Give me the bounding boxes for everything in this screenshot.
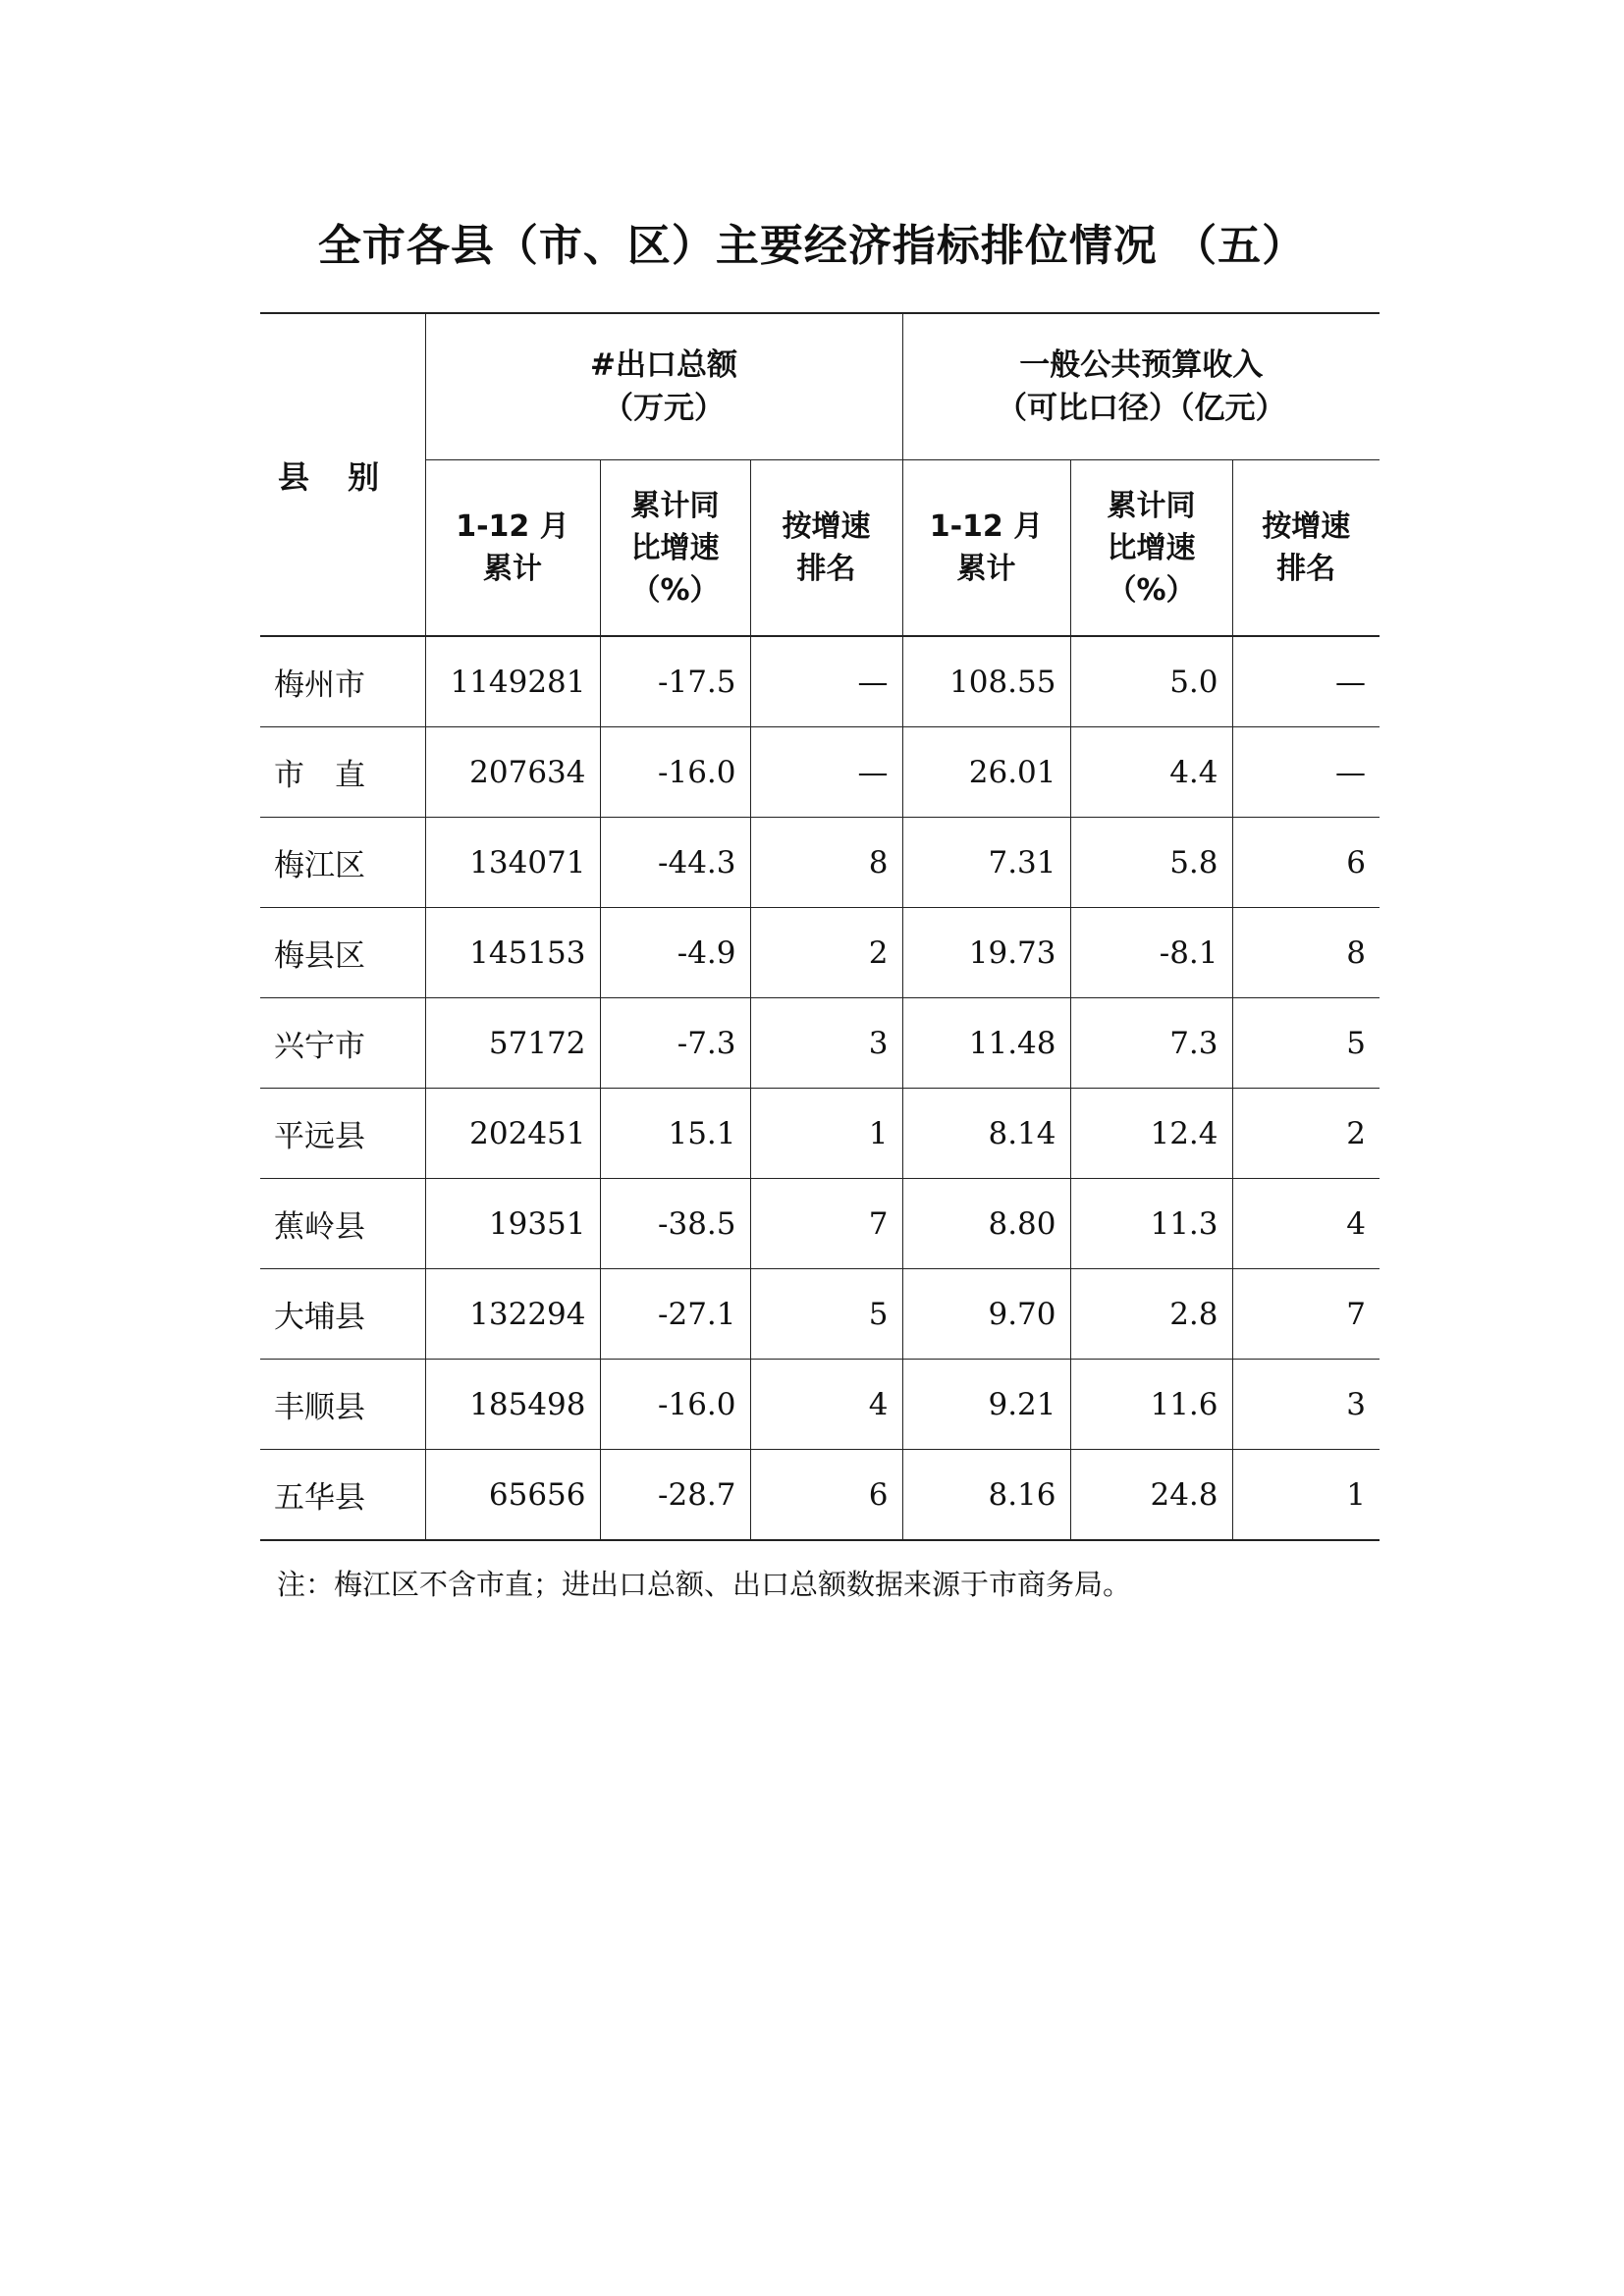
export-cumulative-cell: 57172 [425, 998, 600, 1089]
revenue-growth-cell: 24.8 [1070, 1450, 1232, 1541]
revenue-growth-cell: 5.8 [1070, 818, 1232, 908]
revenue-growth-cell: 11.3 [1070, 1179, 1232, 1269]
revenue-growth-cell: 4.4 [1070, 727, 1232, 818]
county-header: 县 别 [260, 313, 425, 636]
county-name-cell: 梅江区 [260, 818, 425, 908]
export-growth-cell: -38.5 [600, 1179, 750, 1269]
table-row [260, 998, 1380, 1089]
revenue-cumulative-cell: 108.55 [902, 636, 1070, 727]
export-cumulative-cell: 145153 [425, 908, 600, 998]
revenue-cumulative-cell: 7.31 [902, 818, 1070, 908]
revenue-cumulative-cell: 9.70 [902, 1269, 1070, 1360]
export-rank-cell: 7 [750, 1179, 902, 1269]
revenue-rank-cell: 8 [1232, 908, 1380, 998]
table-row [260, 636, 1380, 727]
export-rank-cell: 8 [750, 818, 902, 908]
revenue-growth-cell: 7.3 [1070, 998, 1232, 1089]
revenue-rank-cell: 1 [1232, 1450, 1380, 1541]
export-rank-cell: 3 [750, 998, 902, 1089]
table-row [260, 1179, 1380, 1269]
revenue-rank-cell: 4 [1232, 1179, 1380, 1269]
revenue-cumulative-cell: 9.21 [902, 1360, 1070, 1450]
table-row [260, 908, 1380, 998]
revenue-rank-cell: 2 [1232, 1089, 1380, 1179]
table-row [260, 1360, 1380, 1450]
revenue-growth-cell: 11.6 [1070, 1360, 1232, 1450]
export-rank-cell: 6 [750, 1450, 902, 1541]
export-growth-cell: -27.1 [600, 1269, 750, 1360]
county-name-cell: 梅州市 [260, 636, 425, 727]
county-name-cell: 平远县 [260, 1089, 425, 1179]
indicator-table [260, 312, 1380, 1541]
export-rank-cell: 5 [750, 1269, 902, 1360]
table-row [260, 1269, 1380, 1360]
export-rank-cell: 4 [750, 1360, 902, 1450]
revenue-rank-header: 按增速 排名 [1232, 460, 1380, 637]
footnote: 注：梅江区不含市直；进出口总额、出口总额数据来源于市商务局。 [277, 1568, 1132, 1601]
revenue-rank-cell: 7 [1232, 1269, 1380, 1360]
export-rank-cell: 1 [750, 1089, 902, 1179]
table-row [260, 727, 1380, 818]
export-growth-cell: 15.1 [600, 1089, 750, 1179]
export-growth-header: 累计同 比增速 （%） [600, 460, 750, 637]
revenue-growth-header: 累计同 比增速 （%） [1070, 460, 1232, 637]
export-cumulative-cell: 1149281 [425, 636, 600, 727]
table-row [260, 1450, 1380, 1541]
sub-header-row [260, 460, 1380, 637]
export-rank-cell: — [750, 636, 902, 727]
table-row [260, 818, 1380, 908]
export-cumulative-cell: 132294 [425, 1269, 600, 1360]
county-name-cell: 市 直 [260, 727, 425, 818]
revenue-cumulative-cell: 8.14 [902, 1089, 1070, 1179]
export-rank-header: 按增速 排名 [750, 460, 902, 637]
revenue-rank-cell: 6 [1232, 818, 1380, 908]
revenue-rank-cell: — [1232, 636, 1380, 727]
export-growth-cell: -44.3 [600, 818, 750, 908]
export-growth-cell: -16.0 [600, 727, 750, 818]
export-cumulative-cell: 65656 [425, 1450, 600, 1541]
county-name-cell: 兴宁市 [260, 998, 425, 1089]
export-growth-cell: -4.9 [600, 908, 750, 998]
export-group-header: #出口总额 （万元） [425, 313, 902, 460]
export-cumulative-cell: 134071 [425, 818, 600, 908]
revenue-rank-cell: 5 [1232, 998, 1380, 1089]
revenue-growth-cell: 5.0 [1070, 636, 1232, 727]
export-growth-cell: -7.3 [600, 998, 750, 1089]
revenue-growth-cell: -8.1 [1070, 908, 1232, 998]
export-cumulative-header: 1-12 月 累计 [425, 460, 600, 637]
page-title: 全市各县（市、区）主要经济指标排位情况 （五） [317, 221, 1307, 271]
export-rank-cell: — [750, 727, 902, 818]
revenue-rank-cell: — [1232, 727, 1380, 818]
group-header-row [260, 313, 1380, 460]
export-growth-cell: -16.0 [600, 1360, 750, 1450]
export-growth-cell: -17.5 [600, 636, 750, 727]
county-name-cell: 大埔县 [260, 1269, 425, 1360]
export-cumulative-cell: 202451 [425, 1089, 600, 1179]
county-name-cell: 丰顺县 [260, 1360, 425, 1450]
revenue-cumulative-cell: 19.73 [902, 908, 1070, 998]
revenue-cumulative-cell: 8.80 [902, 1179, 1070, 1269]
export-rank-cell: 2 [750, 908, 902, 998]
revenue-cumulative-cell: 11.48 [902, 998, 1070, 1089]
budget-revenue-group-header: 一般公共预算收入 （可比口径）（亿元） [902, 313, 1380, 460]
export-cumulative-cell: 185498 [425, 1360, 600, 1450]
revenue-growth-cell: 12.4 [1070, 1089, 1232, 1179]
export-growth-cell: -28.7 [600, 1450, 750, 1541]
revenue-rank-cell: 3 [1232, 1360, 1380, 1450]
revenue-cumulative-cell: 26.01 [902, 727, 1070, 818]
table-row [260, 1089, 1380, 1179]
export-cumulative-cell: 19351 [425, 1179, 600, 1269]
county-name-cell: 五华县 [260, 1450, 425, 1541]
county-name-cell: 蕉岭县 [260, 1179, 425, 1269]
export-cumulative-cell: 207634 [425, 727, 600, 818]
revenue-growth-cell: 2.8 [1070, 1269, 1232, 1360]
revenue-cumulative-header: 1-12 月 累计 [902, 460, 1070, 637]
county-name-cell: 梅县区 [260, 908, 425, 998]
revenue-cumulative-cell: 8.16 [902, 1450, 1070, 1541]
